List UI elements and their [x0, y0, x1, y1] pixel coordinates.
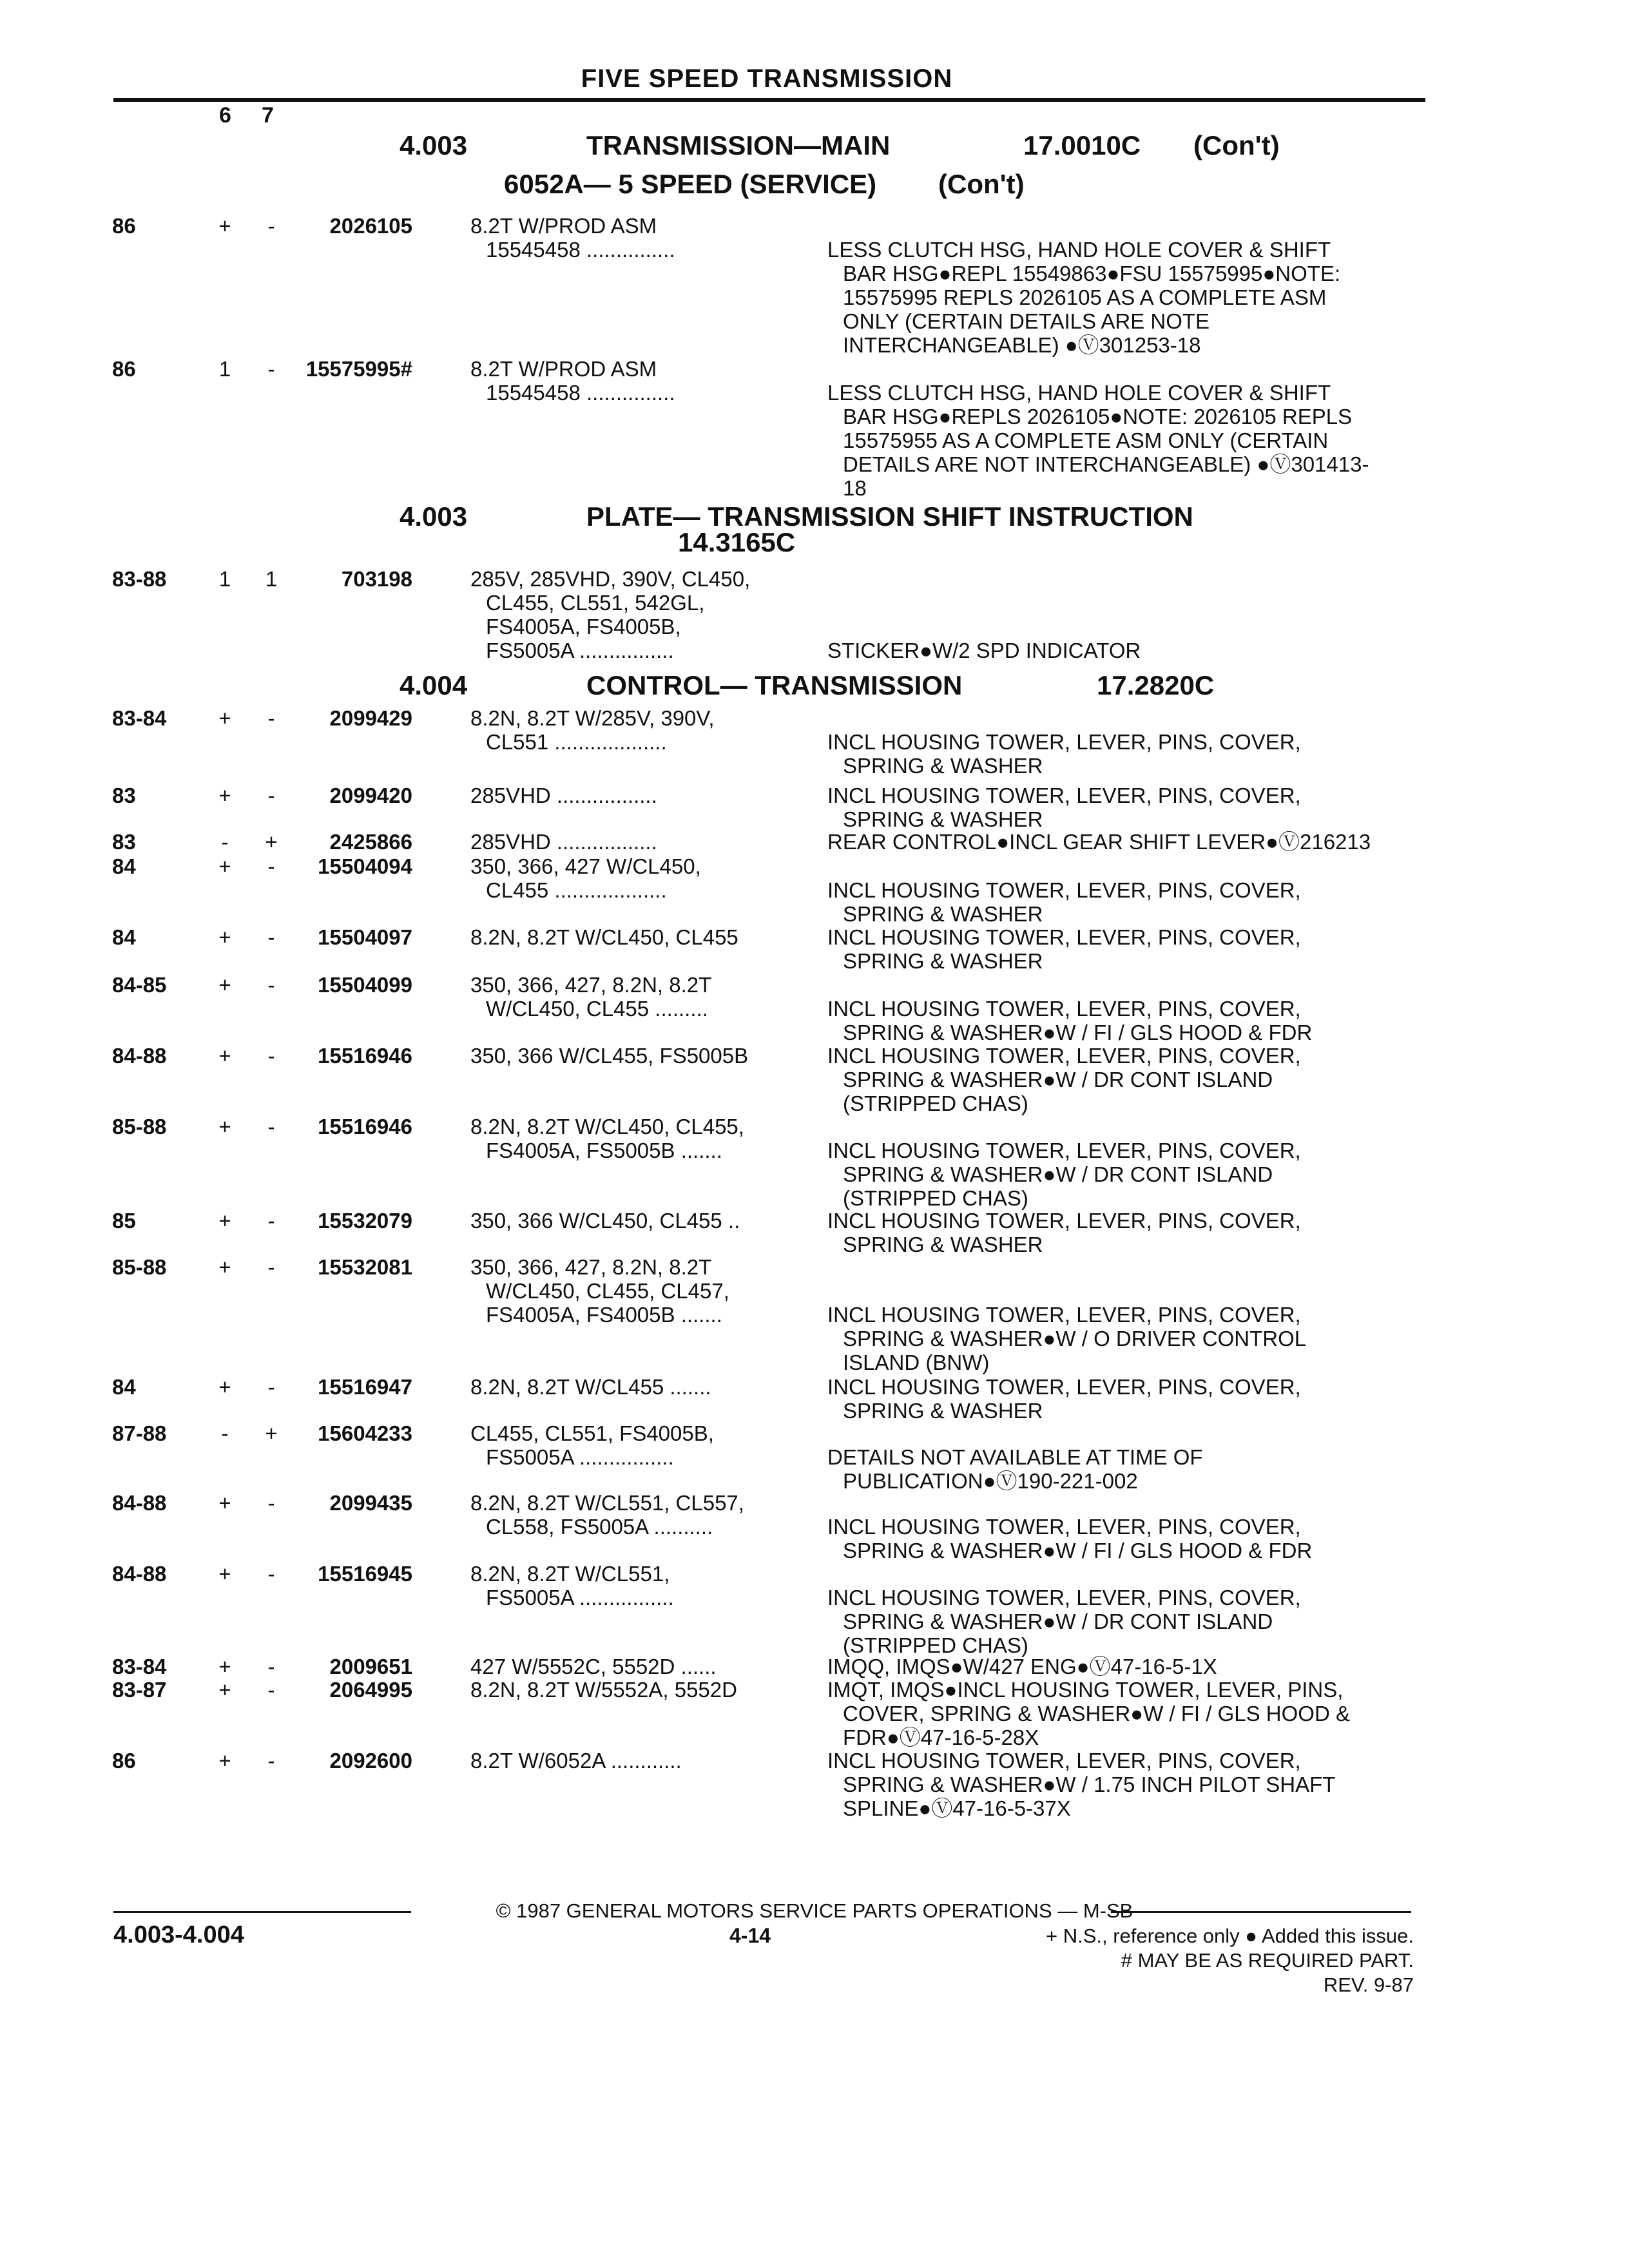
qty-col-6: +: [218, 854, 231, 878]
description-line: SPRING & WASHER●W / FI / GLS HOOD & FDR: [843, 1021, 1313, 1044]
application-cell: [470, 1115, 744, 1162]
description-line: REAR CONTROL●INCL GEAR SHIFT LEVER●Ⓥ216213: [827, 830, 1371, 854]
part-number: 15516946: [318, 1115, 412, 1139]
description-line: IMQQ, IMQS●W/427 ENG●Ⓥ47-16-5-1X: [827, 1655, 1217, 1678]
application-line: CL455, CL551, FS4005B,: [470, 1421, 714, 1445]
part-number: 15516946: [318, 1044, 412, 1068]
application-line: FS5005A ................: [486, 639, 674, 662]
part-number: 15532079: [318, 1209, 412, 1233]
description-line: [827, 1255, 1306, 1279]
description-line: FDR●Ⓥ47-16-5-28X: [843, 1725, 1039, 1749]
qty-col-6: +: [218, 1562, 231, 1586]
application-line: 8.2N, 8.2T W/CL450, CL455,: [470, 1115, 744, 1139]
description-line: SPRING & WASHER●W / DR CONT ISLAND: [843, 1162, 1273, 1186]
application-line: CL558, FS5005A ..........: [486, 1515, 713, 1539]
application-cell: [470, 783, 657, 807]
part-number: 2425866: [329, 830, 412, 854]
qty-col-7: 1: [265, 567, 278, 591]
description-cell: [827, 854, 1301, 926]
application-cell: [470, 214, 675, 262]
qty-col-6: 1: [218, 567, 231, 591]
footer-note-rev: REV. 9-87: [1323, 1974, 1414, 1996]
description-line: LESS CLUTCH HSG, HAND HOLE COVER & SHIFT: [827, 238, 1331, 262]
application-line: CL551 ...................: [486, 730, 667, 754]
application-cell: [470, 1421, 714, 1469]
part-number: 703198: [341, 567, 412, 591]
section-title: CONTROL— TRANSMISSION: [586, 670, 963, 700]
qty-col-7: -: [267, 214, 275, 238]
qty-col-6: +: [218, 1115, 231, 1139]
description-line: PUBLICATION●Ⓥ190-221-002: [843, 1469, 1138, 1493]
description-line: INCL HOUSING TOWER, LEVER, PINS, COVER,: [827, 1209, 1301, 1233]
description-line: SPRING & WASHER●W / O DRIVER CONTROL: [843, 1327, 1307, 1350]
part-number: 15604233: [318, 1421, 412, 1445]
description-cell: [827, 1255, 1306, 1374]
description-line: 18: [843, 476, 867, 500]
description-cell: [827, 1421, 1203, 1493]
model-years: 85-88: [112, 1255, 167, 1279]
description-line: [827, 1491, 1312, 1515]
description-cell: [827, 1375, 1301, 1423]
description-line: [827, 706, 1301, 730]
description-line: SPRING & WASHER: [843, 902, 1043, 926]
part-number: 2064995: [329, 1678, 412, 1702]
part-number: 15516947: [318, 1375, 412, 1399]
description-cell: [827, 1562, 1301, 1657]
part-number: 15504094: [318, 854, 412, 878]
application-line: FS4005A, FS4005B .......: [486, 1303, 722, 1327]
application-line: 8.2T W/PROD ASM: [470, 357, 657, 381]
qty-col-6: +: [218, 925, 231, 949]
qty-col-6: +: [218, 1655, 231, 1678]
qty-col-6: -: [221, 830, 229, 854]
description-cell: [827, 1115, 1301, 1210]
model-years: 83-88: [112, 567, 167, 591]
qty-col-7: +: [265, 830, 278, 854]
footer-note-required: # MAY BE AS REQUIRED PART.: [1121, 1949, 1414, 1972]
description-line: SPRING & WASHER: [843, 754, 1043, 778]
description-line: INCL HOUSING TOWER, LEVER, PINS, COVER,: [827, 997, 1301, 1021]
qty-col-7: -: [267, 1491, 275, 1515]
application-cell: [470, 567, 750, 662]
application-line: FS5005A ................: [486, 1445, 674, 1469]
section-ref: 17.2820C: [1097, 670, 1215, 700]
application-line: 15545458 ...............: [486, 381, 675, 405]
description-line: ONLY (CERTAIN DETAILS ARE NOTE: [843, 309, 1210, 333]
part-number: 15516945: [318, 1562, 412, 1586]
qty-col-6: +: [218, 1678, 231, 1702]
description-line: INCL HOUSING TOWER, LEVER, PINS, COVER,: [827, 783, 1301, 807]
description-line: [827, 567, 1141, 591]
qty-col-7: -: [267, 783, 275, 807]
qty-col-6: +: [218, 1375, 231, 1399]
footer-note-ns: + N.S., reference only ● Added this issue.: [1045, 1925, 1414, 1947]
model-years: 83-84: [112, 706, 167, 730]
part-number: 15575995#: [305, 357, 412, 381]
model-years: 84: [112, 1375, 136, 1399]
description-line: STICKER●W/2 SPD INDICATOR: [827, 639, 1141, 662]
application-cell: [470, 1491, 744, 1539]
application-line: 285VHD .................: [470, 830, 657, 854]
qty-col-7: -: [267, 357, 275, 381]
qty-col-6: +: [218, 1044, 231, 1068]
application-line: W/CL450, CL455, CL457,: [486, 1279, 729, 1303]
application-line: FS5005A ................: [486, 1586, 674, 1610]
description-line: INCL HOUSING TOWER, LEVER, PINS, COVER,: [827, 1303, 1301, 1327]
qty-col-6: +: [218, 706, 231, 730]
section-subtitle-cont: (Con't): [938, 169, 1025, 199]
application-cell: [470, 706, 715, 754]
qty-col-6: +: [218, 1209, 231, 1233]
section-ref: 14.3165C: [678, 527, 796, 557]
description-line: INCL HOUSING TOWER, LEVER, PINS, COVER,: [827, 925, 1301, 949]
description-line: INCL HOUSING TOWER, LEVER, PINS, COVER,: [827, 1586, 1301, 1610]
description-line: LESS CLUTCH HSG, HAND HOLE COVER & SHIFT: [827, 381, 1331, 405]
description-line: INCL HOUSING TOWER, LEVER, PINS, COVER,: [827, 1515, 1301, 1539]
application-cell: [470, 1255, 729, 1327]
description-line: SPRING & WASHER: [843, 1233, 1043, 1256]
application-cell: [470, 1209, 740, 1233]
model-years: 85: [112, 1209, 136, 1233]
description-cell: [827, 357, 1369, 500]
application-line: 8.2N, 8.2T W/5552A, 5552D: [470, 1678, 737, 1702]
qty-col-7: -: [267, 1209, 275, 1233]
description-line: SPRING & WASHER●W / FI / GLS HOOD & FDR: [843, 1539, 1313, 1562]
qty-col-7: -: [267, 1749, 275, 1773]
application-line: 350, 366 W/CL450, CL455 ..: [470, 1209, 740, 1233]
application-cell: [470, 854, 701, 902]
description-cell: [827, 1749, 1335, 1820]
application-cell: [470, 1678, 737, 1702]
description-cell: [827, 1209, 1301, 1256]
section-title: TRANSMISSION—MAIN: [586, 130, 891, 160]
application-line: 427 W/5552C, 5552D ......: [470, 1655, 717, 1678]
application-line: 8.2N, 8.2T W/CL551, CL557,: [470, 1491, 744, 1515]
application-line: 8.2T W/6052A ............: [470, 1749, 682, 1773]
qty-col-7: -: [267, 1375, 275, 1399]
part-number: 15532081: [318, 1255, 412, 1279]
description-line: (STRIPPED CHAS): [843, 1186, 1028, 1210]
description-line: DETAILS NOT AVAILABLE AT TIME OF: [827, 1445, 1203, 1469]
qty-col-6: +: [218, 1255, 231, 1279]
description-cell: [827, 830, 1371, 854]
description-line: SPRING & WASHER●W / DR CONT ISLAND: [843, 1068, 1273, 1091]
application-cell: [470, 830, 657, 854]
section-code: 4.003: [400, 130, 468, 160]
description-cell: [827, 706, 1301, 778]
description-line: SPLINE●Ⓥ47-16-5-37X: [843, 1796, 1071, 1820]
description-line: 15575995 REPLS 2026105 AS A COMPLETE ASM: [843, 285, 1327, 309]
qty-col-6: +: [218, 214, 231, 238]
section-code: 4.003: [400, 501, 468, 532]
qty-col-7: -: [267, 925, 275, 949]
application-line: FS4005A, FS5005B .......: [486, 1139, 722, 1162]
section-ref: 17.0010C: [1023, 130, 1141, 160]
application-line: 8.2N, 8.2T W/CL450, CL455: [470, 925, 738, 949]
description-line: DETAILS ARE NOT INTERCHANGEABLE) ●Ⓥ301413-: [843, 452, 1369, 476]
qty-col-6: +: [218, 1491, 231, 1515]
application-cell: [470, 357, 675, 405]
description-cell: [827, 1044, 1301, 1115]
footer-page-number: 4-14: [729, 1924, 771, 1947]
application-line: 285V, 285VHD, 390V, CL450,: [470, 567, 751, 591]
description-cell: [827, 925, 1301, 973]
qty-col-7: -: [267, 1678, 275, 1702]
description-cell: [827, 783, 1301, 831]
description-line: (STRIPPED CHAS): [843, 1091, 1028, 1115]
description-line: [827, 1421, 1203, 1445]
qty-col-6: +: [218, 783, 231, 807]
qty-col-7: -: [267, 1562, 275, 1586]
description-cell: [827, 1678, 1350, 1749]
part-number: 2026105: [329, 214, 412, 238]
description-line: 15575955 AS A COMPLETE ASM ONLY (CERTAIN: [843, 428, 1329, 452]
application-cell: [470, 1655, 717, 1678]
description-line: ISLAND (BNW): [843, 1350, 990, 1374]
description-line: INCL HOUSING TOWER, LEVER, PINS, COVER,: [827, 1139, 1301, 1162]
description-line: INCL HOUSING TOWER, LEVER, PINS, COVER,: [827, 1375, 1301, 1399]
qty-col-7: -: [267, 973, 275, 997]
section-cont: (Con't): [1193, 130, 1280, 160]
part-number: 2099420: [329, 783, 412, 807]
model-years: 84-88: [112, 1562, 167, 1586]
application-cell: [470, 973, 711, 1021]
application-line: 350, 366, 427 W/CL450,: [470, 854, 701, 878]
model-years: 83: [112, 783, 136, 807]
part-number: 2099435: [329, 1491, 412, 1515]
description-line: [827, 1562, 1301, 1586]
model-years: 85-88: [112, 1115, 167, 1139]
application-cell: [470, 1375, 711, 1399]
description-line: SPRING & WASHER: [843, 807, 1043, 831]
description-cell: [827, 1655, 1217, 1678]
description-line: [827, 214, 1340, 238]
part-number: 2092600: [329, 1749, 412, 1773]
description-cell: [827, 1491, 1312, 1562]
description-line: COVER, SPRING & WASHER●W / FI / GLS HOOD &: [843, 1702, 1350, 1725]
description-line: (STRIPPED CHAS): [843, 1633, 1028, 1657]
application-line: CL455, CL551, 542GL,: [486, 591, 705, 615]
part-number: 2099429: [329, 706, 412, 730]
part-number: 15504097: [318, 925, 412, 949]
description-line: [827, 591, 1141, 615]
description-line: BAR HSG●REPL 15549863●FSU 15575995●NOTE:: [843, 262, 1341, 285]
description-line: SPRING & WASHER●W / DR CONT ISLAND: [843, 1610, 1273, 1633]
qty-col-6: +: [218, 1749, 231, 1773]
column-head-6: 6: [219, 103, 231, 128]
application-line: 8.2T W/PROD ASM: [470, 214, 657, 238]
description-line: INCL HOUSING TOWER, LEVER, PINS, COVER,: [827, 878, 1301, 902]
description-line: [827, 973, 1312, 997]
model-years: 86: [112, 1749, 136, 1773]
qty-col-7: -: [267, 1255, 275, 1279]
model-years: 84: [112, 854, 136, 878]
qty-col-7: -: [267, 1044, 275, 1068]
description-line: [827, 1279, 1306, 1303]
description-line: IMQT, IMQS●INCL HOUSING TOWER, LEVER, PINS,: [827, 1678, 1344, 1702]
application-line: 8.2N, 8.2T W/285V, 390V,: [470, 706, 715, 730]
description-line: INCL HOUSING TOWER, LEVER, PINS, COVER,: [827, 1044, 1301, 1068]
column-head-7: 7: [262, 103, 274, 128]
description-line: BAR HSG●REPLS 2026105●NOTE: 2026105 REPLS: [843, 405, 1353, 428]
model-years: 83-87: [112, 1678, 167, 1702]
application-line: 350, 366, 427, 8.2N, 8.2T: [470, 1255, 712, 1279]
application-line: 350, 366, 427, 8.2N, 8.2T: [470, 973, 712, 997]
description-cell: [827, 567, 1141, 662]
section-title: PLATE— TRANSMISSION SHIFT INSTRUCTION: [586, 501, 1193, 532]
qty-col-6: +: [218, 973, 231, 997]
application-cell: [470, 925, 738, 949]
description-line: SPRING & WASHER: [843, 949, 1043, 973]
page-title: FIVE SPEED TRANSMISSION: [581, 64, 953, 93]
description-line: INCL HOUSING TOWER, LEVER, PINS, COVER,: [827, 730, 1301, 754]
footer-notes: [1046, 1924, 1414, 1997]
description-line: INTERCHANGEABLE) ●Ⓥ301253-18: [843, 333, 1201, 357]
model-years: 86: [112, 214, 136, 238]
section-subtitle: 6052A— 5 SPEED (SERVICE): [504, 169, 877, 199]
description-line: [827, 357, 1369, 381]
model-years: 86: [112, 357, 136, 381]
application-line: 15545458 ...............: [486, 238, 675, 262]
model-years: 83: [112, 830, 136, 854]
qty-col-7: +: [265, 1421, 278, 1445]
footer-section-range: 4.003-4.004: [113, 1921, 244, 1948]
qty-col-7: -: [267, 854, 275, 878]
model-years: 84-85: [112, 973, 167, 997]
application-line: 8.2N, 8.2T W/CL551,: [470, 1562, 670, 1586]
application-line: W/CL450, CL455 .........: [486, 997, 708, 1021]
qty-col-7: -: [267, 1115, 275, 1139]
model-years: 84: [112, 925, 136, 949]
qty-col-7: -: [267, 706, 275, 730]
application-line: 8.2N, 8.2T W/CL455 .......: [470, 1375, 711, 1399]
application-cell: [470, 1562, 674, 1610]
qty-col-7: -: [267, 1655, 275, 1678]
description-line: [827, 854, 1301, 878]
qty-col-6: -: [221, 1421, 229, 1445]
application-cell: [470, 1044, 748, 1068]
description-line: SPRING & WASHER: [843, 1399, 1043, 1423]
model-years: 84-88: [112, 1491, 167, 1515]
application-line: 285VHD .................: [470, 783, 657, 807]
description-cell: [827, 214, 1340, 357]
application-line: 350, 366 W/CL455, FS5005B: [470, 1044, 749, 1068]
application-line: CL455 ...................: [486, 878, 667, 902]
description-line: [827, 615, 1141, 639]
application-line: FS4005A, FS4005B,: [486, 615, 681, 639]
description-line: INCL HOUSING TOWER, LEVER, PINS, COVER,: [827, 1749, 1301, 1773]
section-code: 4.004: [400, 670, 468, 700]
header-rule: [113, 98, 1425, 102]
model-years: 83-84: [112, 1655, 167, 1678]
description-cell: [827, 973, 1312, 1044]
description-line: SPRING & WASHER●W / 1.75 INCH PILOT SHAFT: [843, 1773, 1336, 1796]
qty-col-6: 1: [218, 357, 231, 381]
footer-copyright: © 1987 GENERAL MOTORS SERVICE PARTS OPERATIONS — M-SB: [496, 1899, 1133, 1922]
model-years: 87-88: [112, 1421, 167, 1445]
part-number: 15504099: [318, 973, 412, 997]
model-years: 84-88: [112, 1044, 167, 1068]
description-line: [827, 1115, 1301, 1139]
part-number: 2009651: [329, 1655, 412, 1678]
application-cell: [470, 1749, 682, 1773]
